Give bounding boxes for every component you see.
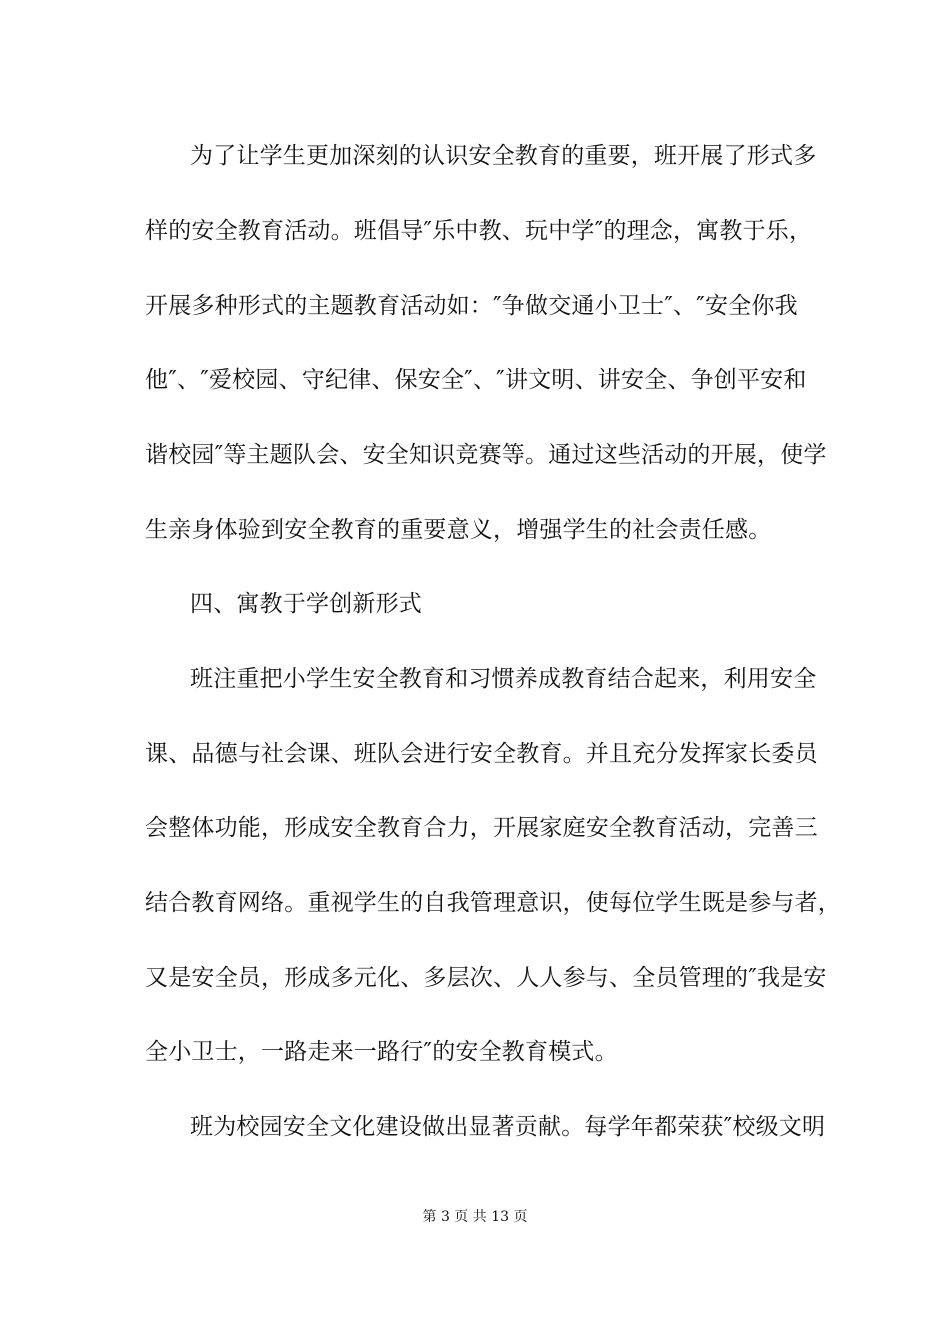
paragraph-line: 又是安全员，形成多元化、多层次、人人参与、全员管理的″我是安 [145,965,827,991]
paragraph-line: 全小卫士，一路走来一路行″的安全教育模式。 [145,1039,618,1065]
paragraph-line: 他″、″爱校园、守纪律、保安全″、″讲文明、讲安全、争创平安和 [145,367,807,393]
paragraph-line: 结合教育网络。重视学生的自我管理意识，使每位学生既是参与者， [145,890,841,916]
paragraph-line: 课、品德与社会课、班队会进行安全教育。并且充分发挥家长委员 [145,741,818,767]
paragraph-line: 会整体功能，形成安全教育合力，开展家庭安全教育活动，完善三 [145,815,818,841]
paragraph-line: 班为校园安全文化建设做出显著贡献。每学年都荣获″校级文明 [190,1114,826,1140]
paragraph-line: 生亲身体验到安全教育的重要意义，增强学生的社会责任感。 [145,517,772,543]
paragraph-line: 班注重把小学生安全教育和习惯养成教育结合起来，利用安全 [190,666,817,692]
page-number-footer: 第 3 页 共 13 页 [422,1209,528,1225]
paragraph-line: 样的安全教育活动。班倡导″乐中教、玩中学″的理念，寓教于乐， [145,218,813,244]
paragraph-line: 开展多种形式的主题教育活动如：″争做交通小卫士″、″安全你我 [145,293,798,319]
paragraph-line: 谐校园″等主题队会、安全知识竞赛等。通过这些活动的开展，使学 [145,442,827,468]
paragraph-line: 为了让学生更加深刻的认识安全教育的重要，班开展了形式多 [190,143,817,169]
heading-line: 四、寓教于学创新形式 [190,591,422,617]
